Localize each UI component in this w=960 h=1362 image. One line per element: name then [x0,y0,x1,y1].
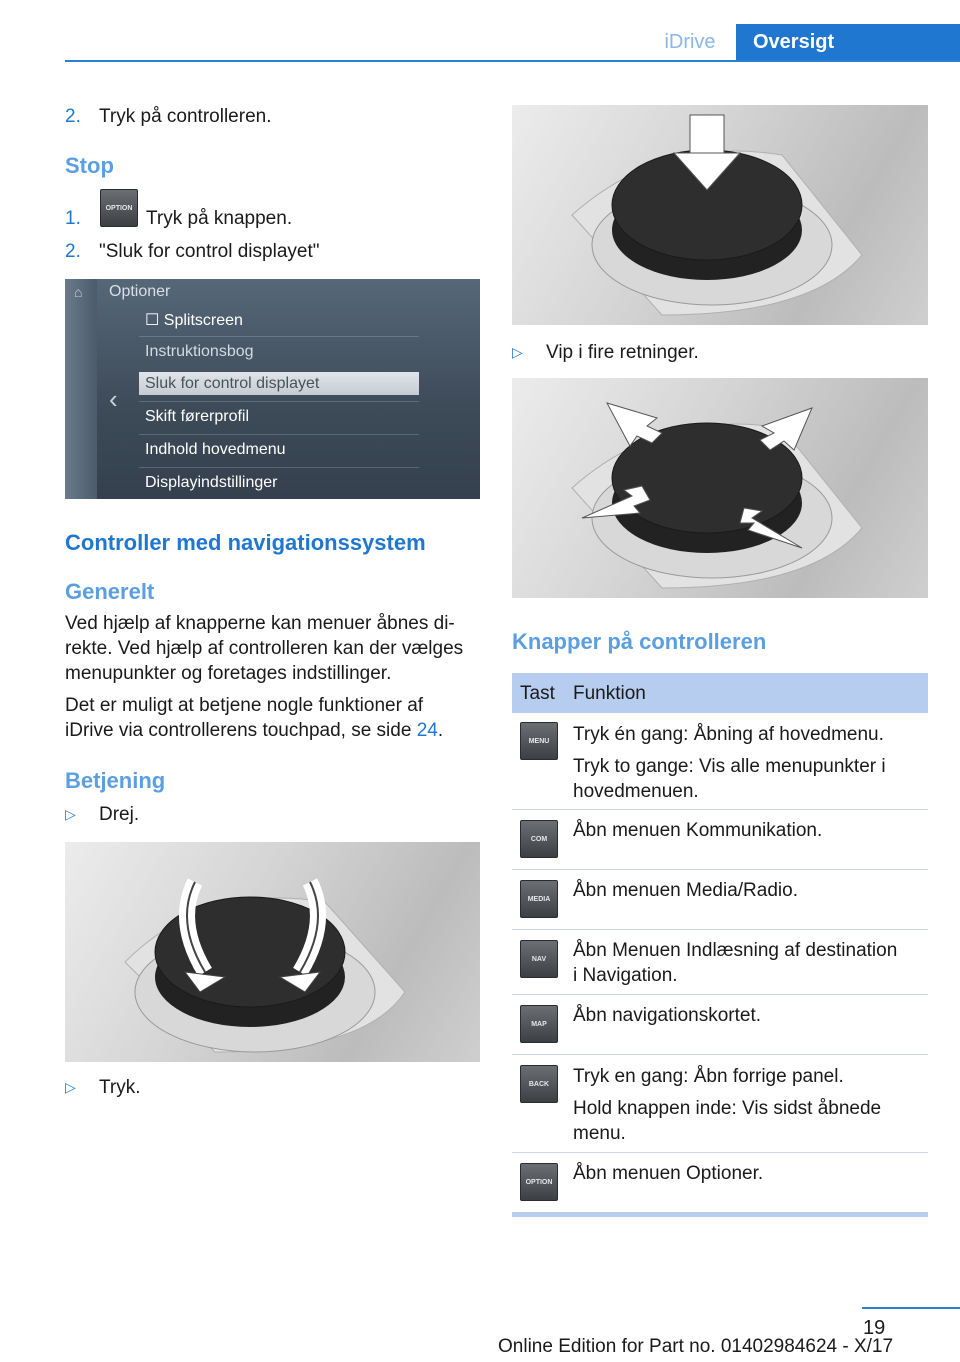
table-cell: hovedmenuen. [573,781,699,802]
table-header [512,673,928,713]
screen-menu-item: Indhold hovedmenu [145,441,286,458]
stop-heading: Stop [65,153,114,178]
paragraph-text: iDrive via controllerens touchpad, se side [65,720,417,741]
media-button-icon: MEDIA [520,880,558,918]
map-button-icon: MAP [520,1005,558,1043]
row-divider [512,1152,928,1153]
screen-menu-item: Displayindstillinger [145,474,278,491]
controller-rotate-image [65,842,480,1062]
option-button-icon: OPTION [520,1163,558,1201]
row-divider [512,929,928,930]
options-screen-image [65,279,480,499]
betjening-heading: Betjening [65,768,166,793]
knapper-heading: Knapper på controlleren [512,629,767,654]
controller-tilt-image [512,378,928,598]
step-number: 2. [65,106,81,127]
back-button-icon: BACK [520,1065,558,1103]
column-header-funktion: Funktion [573,683,646,704]
section-heading: Controller med navigationssystem [65,530,426,555]
step-number: 1. [65,208,81,229]
table-cell: Åbn menuen Kommunikation. [573,820,823,841]
divider [139,467,419,468]
paragraph-line: rekte. Ved hjælp af controlleren kan der vælges [65,638,464,659]
paragraph-line [65,718,443,743]
divider [139,401,419,402]
row-divider [512,869,928,870]
controller-tilt-illustration [512,378,928,598]
paragraph-line: Det er muligt at betjene nogle funktioner af [65,695,424,716]
generelt-heading: Generelt [65,579,155,604]
table-bottom-rule [512,1212,928,1217]
table-cell: Tryk én gang: Åbning af hovedmenu. [573,724,884,745]
row-divider [512,809,928,810]
table-cell: Åbn Menuen Indlæsning af destination [573,940,898,961]
page-link[interactable]: 24 [416,720,438,741]
paragraph-end: . [437,720,444,741]
step-text: Tryk på controlleren. [99,106,272,127]
home-icon: ⌂ [74,284,83,300]
header-tab-oversigt: Oversigt [736,24,960,61]
table-cell: Tryk en gang: Åbn forrige panel. [573,1066,844,1087]
footer-rule [862,1307,960,1309]
table-cell: Åbn menuen Optioner. [573,1163,764,1184]
row-divider [512,994,928,995]
controller-rotate-illustration [65,842,480,1062]
divider [139,336,419,337]
screen-menu-item: Skift førerprofil [145,408,250,425]
bullet-text: Drej. [99,804,140,825]
paragraph-line: Ved hjælp af knapperne kan menuer åbnes di- [65,613,455,634]
controller-press-illustration [512,105,928,325]
bullet-triangle-icon: ▷ [65,806,76,822]
table-cell: Tryk to gange: Vis alle menupunkter i [573,756,886,777]
menu-button-icon: MENU [520,722,558,760]
table-cell: Åbn menuen Media/Radio. [573,880,798,901]
table-cell: menu. [573,1123,626,1144]
com-button-icon: COM [520,820,558,858]
paragraph-line: menupunkter og foretages indstillinger. [65,663,392,684]
screen-sidebar [65,279,97,499]
nav-button-icon: NAV [520,940,558,978]
bullet-text: Vip i fire retninger. [546,342,699,363]
bullet-triangle-icon: ▷ [512,344,523,360]
bullet-triangle-icon: ▷ [65,1079,76,1095]
chevron-left-icon: ‹ [109,384,118,414]
screen-menu-item: Instruktionsbog [145,343,254,360]
screen-title: Optioner [109,283,171,300]
divider [139,434,419,435]
screen-menu-item: ☐ Splitscreen [145,312,243,329]
table-cell: i Navigation. [573,965,678,986]
option-button-icon: OPTION [100,189,138,227]
step-text: Tryk på knappen. [146,208,293,229]
bullet-text: Tryk. [99,1077,141,1098]
row-divider [512,1054,928,1055]
header-tab-idrive: iDrive [664,31,716,53]
edition-footer: Online Edition for Part no. 01402984624 - X/17 [498,1336,894,1357]
table-cell: Hold knappen inde: Vis sidst åbnede [573,1098,882,1119]
page-number: 19 [863,1317,886,1339]
header-rule [65,60,960,62]
step-text: "Sluk for control displayet" [99,241,320,262]
controller-press-image [512,105,928,325]
screen-menu-item-selected: Sluk for control displayet [145,375,320,392]
table-cell: Åbn navigationskortet. [573,1005,762,1026]
step-number: 2. [65,241,81,262]
column-header-tast: Tast [520,683,555,704]
